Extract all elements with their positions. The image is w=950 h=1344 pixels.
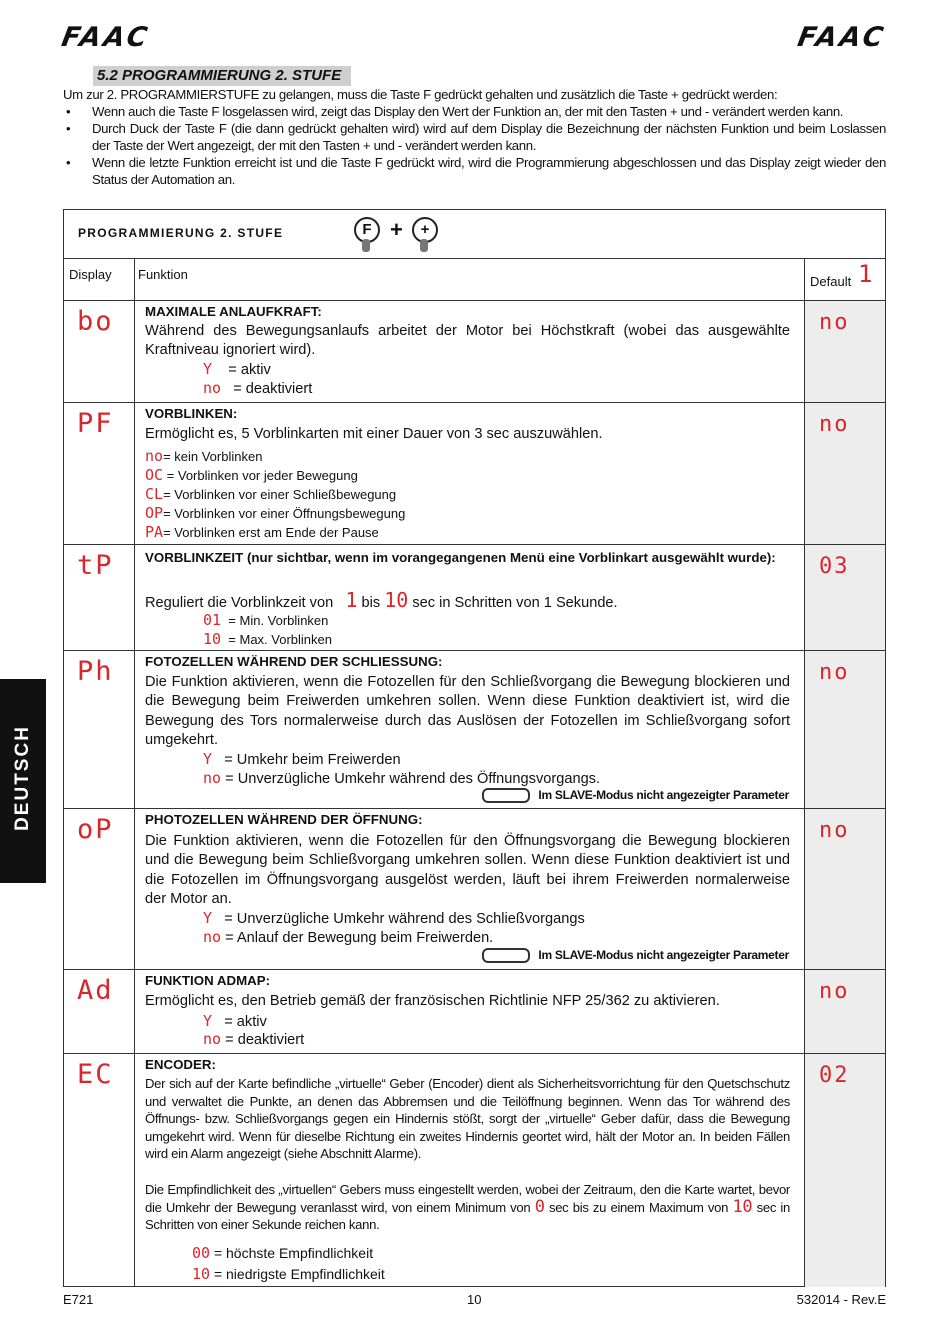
finger-icon (362, 239, 370, 252)
row-ph (64, 650, 885, 809)
function-text: Die Funktion aktivieren, wenn die Fotozellen für den Schließvorgang die Bewegung blockieren und die Bewegung beim Freiwerden umkehren sollen. Wenn diese Funktion deaktiviert ist, wird die Bewegung des Tors normalerweise durch das Auslösen der Fotozellen im Schließvorgang sofort umgekehrt. (145, 674, 790, 748)
function-title: VORBLINKEN: (145, 406, 238, 421)
table-header-row (64, 259, 885, 301)
option: 01 = Min. Vorblinken (203, 611, 329, 629)
function-text: Der sich auf der Karte befindliche „virtuelle“ Geber (Encoder) dient als Sicherheitsvorrichtung für den Quetschschutz und verwaltet die Punkte, an denen das Abbremsen und die Teilöffnung beginnen. Wenn das Tor während des Öffnungs- bzw. Schließvorgangs gegen ein Hindernis stößt, sorgt der „virtuelle“ Geber dafür, dass die Bewegung umgekehrt wird. Wenn für dieselbe Richtung ein zweites Hindernis geortet wird, hält der Motor an. In beiden Fällen wird ein Alarm angezeigt (siehe Abschnitt Alarme). (145, 1076, 790, 1162)
intro-bullet: • Wenn die letzte Funktion erreicht ist und die Taste F gedrückt wird, wird die Programmierung abgeschlossen und das Display zeigt wieder den Status der Automation an. (63, 154, 886, 188)
plus-key-icon: + (412, 217, 438, 243)
option: Y = aktiv (203, 360, 271, 378)
col-display: Display (69, 267, 112, 282)
pointing-hand-icon (482, 788, 530, 803)
display-code: PF (77, 408, 114, 439)
option: no = deaktiviert (203, 1030, 305, 1048)
default-value: no (819, 310, 850, 335)
display-code: EC (77, 1059, 114, 1090)
intro-bullets (63, 103, 886, 188)
option: 00 = höchste Empfindlichkeit (192, 1244, 374, 1262)
section-title: 5.2 PROGRAMMIERUNG 2. STUFE (93, 66, 351, 86)
option: 10 = Max. Vorblinken (203, 630, 332, 648)
option: 10 = niedrigste Empfindlichkeit (192, 1265, 385, 1283)
footer-right: 532014 - Rev.E (796, 1292, 886, 1307)
option: OP= Vorblinken vor einer Öffnungsbewegung (145, 504, 406, 522)
table-title: PROGRAMMIERUNG 2. STUFE (78, 226, 284, 240)
function-title: MAXIMALE ANLAUFKRAFT: (145, 304, 322, 319)
default-value: no (819, 979, 850, 1004)
col-default-lcd: 1 (858, 260, 873, 288)
function-title: PHOTOZELLEN WÄHREND DER ÖFFNUNG: (145, 812, 423, 827)
function-title: VORBLINKZEIT (nur sichtbar, wenn im vorangegangenen Menü eine Vorblinkart ausgewählt wurde): (145, 550, 776, 565)
default-value: 02 (819, 1063, 850, 1088)
f-key-icon: F (354, 217, 380, 243)
language-label: DEUTSCH (12, 725, 33, 831)
function-title: FUNKTION ADMAP: (145, 973, 271, 988)
slave-note: Im SLAVE-Modus nicht angezeigter Parameter (482, 788, 789, 803)
programming-table (63, 209, 886, 1287)
display-code: bo (77, 306, 114, 337)
row-bo (64, 300, 885, 403)
function-text: Ermöglicht es, den Betrieb gemäß der französischen Richtlinie NFP 25/362 zu aktivieren. (145, 993, 720, 1009)
intro-lead: Um zur 2. PROGRAMMIERSTUFE zu gelangen, muss die Taste F gedrückt gehalten und zusätzlich die Taste + gedrückt werden: (63, 87, 778, 102)
row-pf (64, 402, 885, 545)
function-text: Die Funktion aktivieren, wenn die Fotozellen für den Öffnungsvorgang die Bewegung blockieren und die Bewegung beim Schließvorgang umkehren sollen. Wenn diese Funktion deaktiviert ist und die Fotozellen im Öffnungsvorgang ausgelöst werden, läuft bei ihrem Freiwerden normalerweise der Motor an. (145, 833, 790, 907)
row-op (64, 808, 885, 970)
function-text: Während des Bewegungsanlaufs arbeitet der Motor bei Höchstkraft (wobei das ausgewählte Kraftniveau ignoriert wird). (145, 323, 790, 359)
key-combo (352, 215, 452, 255)
option: Y = Umkehr beim Freiwerden (203, 750, 401, 768)
faac-logo-left: FAAC (59, 22, 153, 53)
function-text: Ermöglicht es, 5 Vorblinkarten mit einer Dauer von 3 sec auszuwählen. (145, 426, 603, 442)
col-default: Default (810, 274, 852, 289)
default-value: 03 (819, 554, 850, 579)
function-text-sensitivity: Die Empfindlichkeit des „virtuellen“ Gebers muss eingestellt werden, wobei der Zeitraum, den die Karte wartet, bevor die Umkehr der Bewegung veranlasst wird, von einem Minimum von 0 sec bis zu einem Maximum von 10 sec in Schritten von einer Sekunde reichen kann. (145, 1182, 791, 1233)
function-title: FOTOZELLEN WÄHREND DER SCHLIESSUNG: (145, 654, 443, 669)
display-code: Ph (77, 656, 114, 687)
default-value: no (819, 660, 850, 685)
display-code: tP (77, 550, 114, 581)
display-code: oP (77, 814, 114, 845)
option: no = deaktiviert (203, 379, 313, 397)
function-text: Reguliert die Vorblinkzeit von 1 bis 10 sec in Schritten von 1 Sekunde. (145, 588, 618, 612)
plus-sign: + (390, 217, 403, 242)
option: OC = Vorblinken vor jeder Bewegung (145, 466, 358, 484)
display-code: Ad (77, 975, 114, 1006)
option: CL= Vorblinken vor einer Schließbewegung (145, 485, 397, 503)
page-number: 10 (467, 1292, 482, 1307)
function-title: ENCODER: (145, 1057, 216, 1072)
col-function: Funktion (138, 267, 188, 282)
option: no = Unverzügliche Umkehr während des Öffnungsvorgangs. (203, 769, 601, 787)
slave-note: Im SLAVE-Modus nicht angezeigter Parameter (482, 948, 789, 963)
option: no= kein Vorblinken (145, 447, 263, 465)
intro-bullet: • Wenn auch die Taste F losgelassen wird, zeigt das Display den Wert der Funktion an, der mit den Tasten + und - verändert werden kann. (63, 103, 886, 120)
default-value: no (819, 412, 850, 437)
default-value: no (819, 818, 850, 843)
table-title-row (64, 210, 885, 259)
intro-text (63, 86, 886, 188)
footer-left: E721 (63, 1292, 94, 1307)
row-ad (64, 969, 885, 1054)
option: PA= Vorblinken erst am Ende der Pause (145, 523, 379, 541)
option: Y = Unverzügliche Umkehr während des Schließvorgangs (203, 909, 585, 927)
finger-icon (420, 239, 428, 252)
row-ec (64, 1053, 885, 1287)
intro-bullet: • Durch Duck der Taste F (die dann gedrückt gehalten wird) wird auf dem Display die Bezeichnung der nächsten Funktion und beim Loslassen der Taste der Wert angezeigt, der mit den Tasten + und - verändert werden kann. (63, 120, 886, 154)
faac-logo-right: FAAC (795, 22, 889, 53)
option: no = Anlauf der Bewegung beim Freiwerden. (203, 928, 494, 946)
option: Y = aktiv (203, 1012, 267, 1030)
row-tp (64, 544, 885, 651)
pointing-hand-icon (482, 948, 530, 963)
language-tab (0, 679, 46, 883)
